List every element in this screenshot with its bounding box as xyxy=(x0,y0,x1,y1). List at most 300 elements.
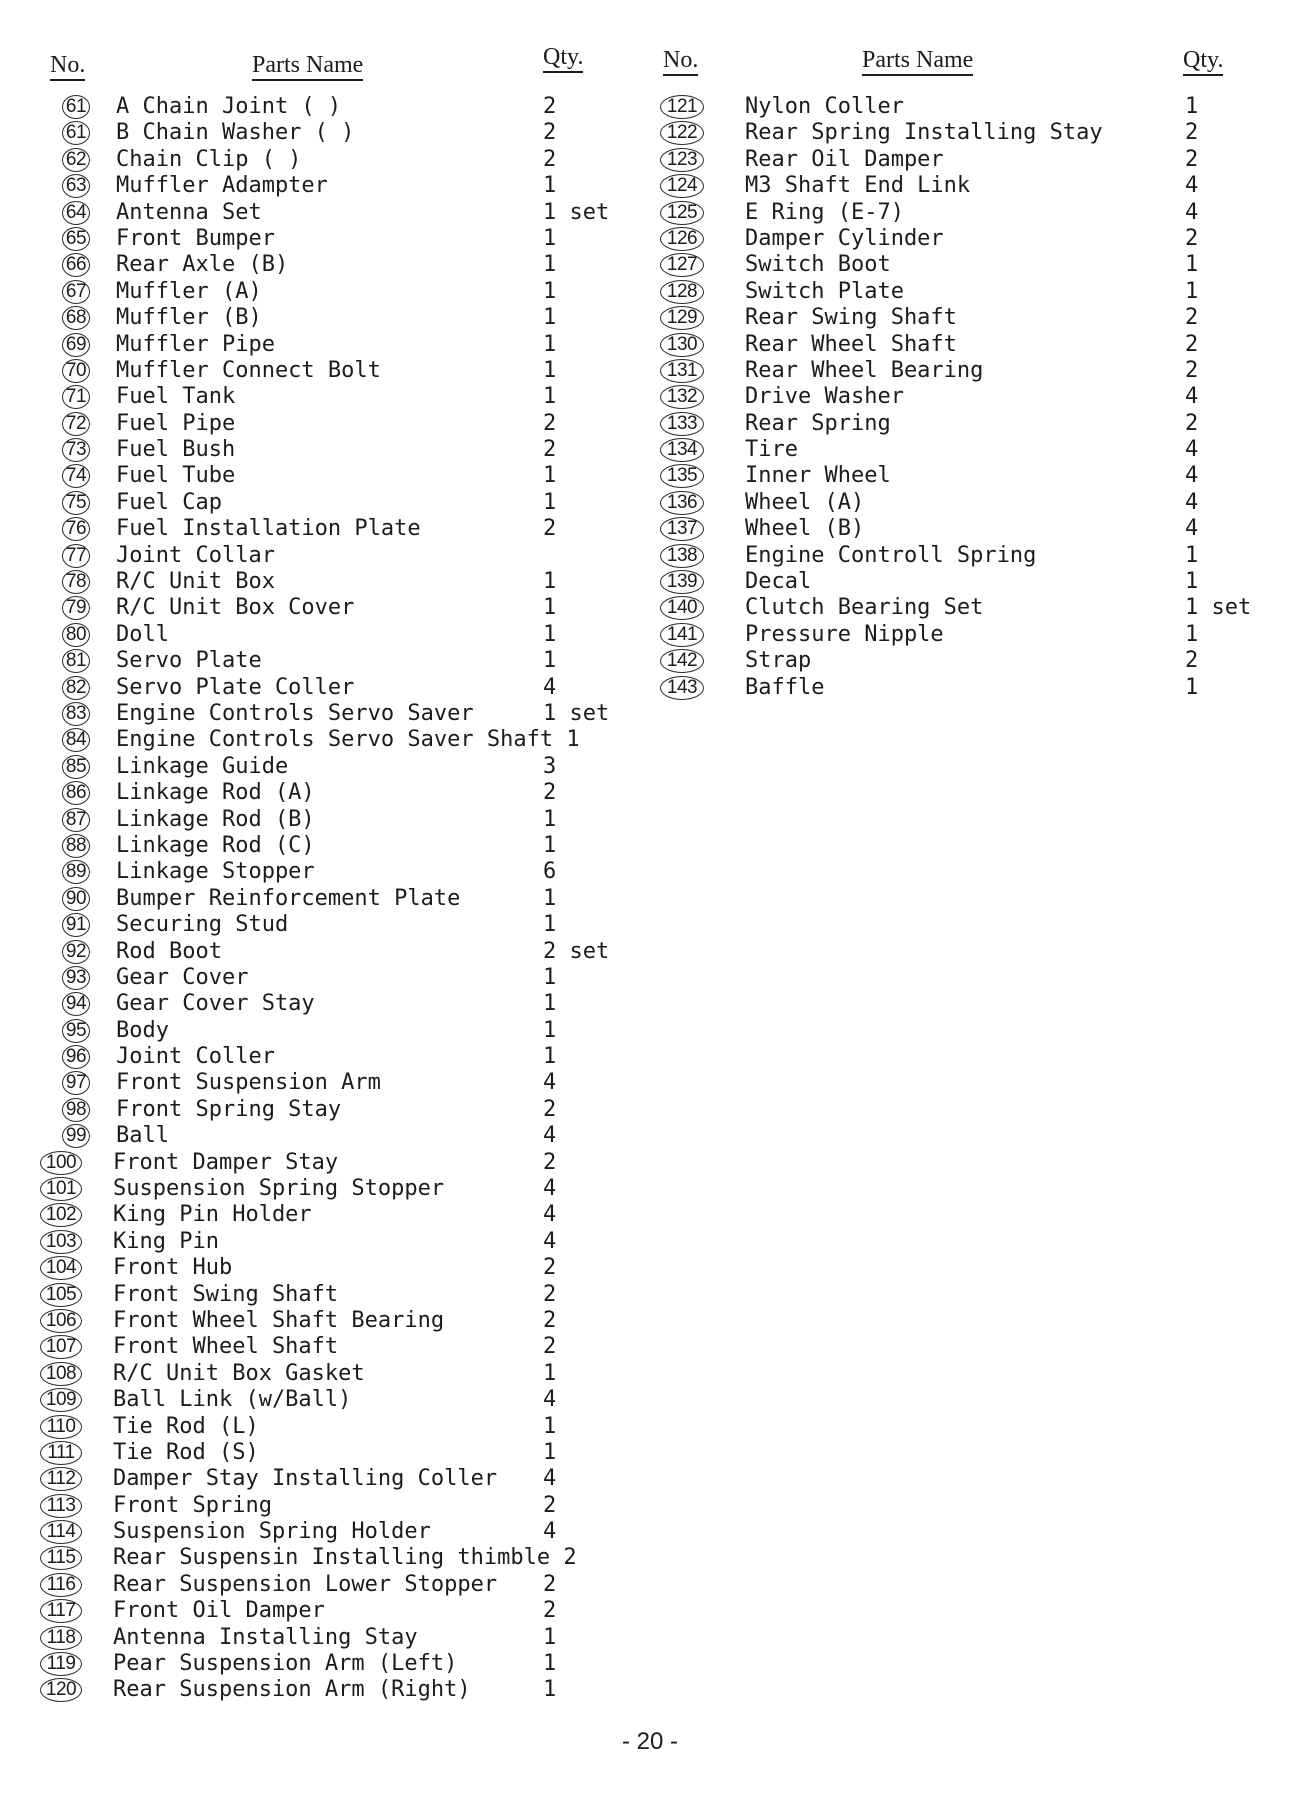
part-qty: 1 xyxy=(543,305,557,331)
part-name: Linkage Guide xyxy=(116,753,289,779)
part-name: Switch Plate xyxy=(745,278,904,304)
part-qty: 2 xyxy=(543,120,557,146)
table-header xyxy=(655,44,1265,94)
part-number-circle: 74 xyxy=(62,464,90,488)
table-row xyxy=(655,279,1265,305)
table-row xyxy=(38,1625,638,1651)
part-qty: 2 xyxy=(1185,648,1199,674)
header-qty: Qty. xyxy=(1183,47,1223,76)
part-name: Damper Cylinder xyxy=(745,225,944,251)
table-row xyxy=(38,1493,638,1519)
part-number-circle: 61 xyxy=(62,95,90,119)
part-number-circle: 116 xyxy=(40,1573,82,1597)
part-number-circle: 112 xyxy=(40,1467,82,1491)
part-name: Doll xyxy=(116,621,169,647)
part-qty: 2 xyxy=(1185,305,1199,331)
table-row xyxy=(38,1097,638,1123)
part-number-circle: 133 xyxy=(660,412,704,436)
table-row xyxy=(38,279,638,305)
part-qty: 1 xyxy=(543,806,557,832)
part-number-circle: 99 xyxy=(62,1124,90,1148)
part-qty: 1 xyxy=(543,1413,557,1439)
part-qty: 2 xyxy=(543,1149,557,1175)
part-name: Linkage Stopper xyxy=(116,859,315,885)
part-qty: 1 xyxy=(1185,569,1199,595)
part-number-circle: 91 xyxy=(62,913,90,937)
part-number-circle: 68 xyxy=(62,306,90,330)
table-row xyxy=(38,1387,638,1413)
part-qty: 4 xyxy=(1185,516,1199,542)
part-number-circle: 83 xyxy=(62,702,90,726)
table-row xyxy=(38,886,638,912)
table-row xyxy=(38,675,638,701)
part-number-circle: 106 xyxy=(40,1309,82,1333)
part-name: M3 Shaft End Link xyxy=(745,173,971,199)
table-row xyxy=(655,411,1265,437)
part-number-circle: 81 xyxy=(62,649,90,673)
table-row xyxy=(38,780,638,806)
page-number: - 20 - xyxy=(621,1728,678,1755)
part-qty: 1 xyxy=(543,1044,557,1070)
part-name: King Pin xyxy=(113,1228,219,1254)
part-name: Rear Suspension Lower Stopper xyxy=(113,1571,498,1597)
part-name: Decal xyxy=(745,569,812,595)
part-number-circle: 86 xyxy=(62,781,90,805)
table-row xyxy=(38,1572,638,1598)
part-number-circle: 125 xyxy=(660,201,704,225)
part-name: Wheel (A) xyxy=(745,489,865,515)
table-row xyxy=(38,1070,638,1096)
part-number-circle: 122 xyxy=(660,121,704,145)
table-row xyxy=(38,1334,638,1360)
part-name: Fuel Cap xyxy=(116,489,222,515)
table-row xyxy=(38,912,638,938)
part-name: Front Spring xyxy=(113,1492,272,1518)
table-row xyxy=(655,675,1265,701)
table-row xyxy=(655,516,1265,542)
table-row xyxy=(38,1255,638,1281)
part-name: Front Spring Stay xyxy=(116,1096,342,1122)
part-name: Pressure Nipple xyxy=(745,621,944,647)
part-name: Bumper Reinforcement Plate xyxy=(116,885,461,911)
part-name: Tire xyxy=(745,437,798,463)
part-name: Rear Axle (B) xyxy=(116,252,289,278)
table-row xyxy=(38,859,638,885)
part-name: Rear Spring Installing Stay xyxy=(745,120,1103,146)
part-name: Suspension Spring Stopper xyxy=(113,1176,445,1202)
part-name: Antenna Set xyxy=(116,199,262,225)
part-number-circle: 77 xyxy=(62,544,90,568)
part-name: Front Suspension Arm xyxy=(116,1070,381,1096)
table-row xyxy=(655,648,1265,674)
part-qty: 4 xyxy=(1185,463,1199,489)
part-qty: 1 xyxy=(543,331,557,357)
table-row xyxy=(38,147,638,173)
part-qty: 4 xyxy=(1185,437,1199,463)
part-name: Muffler Adampter xyxy=(116,173,328,199)
part-name: Engine Controls Servo Saver xyxy=(116,700,474,726)
part-name: Rod Boot xyxy=(116,938,222,964)
part-number-circle: 140 xyxy=(660,596,704,620)
part-name: Pear Suspension Arm (Left) xyxy=(113,1651,458,1677)
part-name: Front Bumper xyxy=(116,225,275,251)
part-number-circle: 79 xyxy=(62,596,90,620)
part-number-circle: 111 xyxy=(40,1441,82,1465)
part-qty: 1 xyxy=(543,569,557,595)
part-name: Front Wheel Shaft xyxy=(113,1334,339,1360)
part-number-circle: 139 xyxy=(660,570,704,594)
table-row xyxy=(38,463,638,489)
table-row xyxy=(655,200,1265,226)
table-row xyxy=(38,622,638,648)
part-number-circle: 132 xyxy=(660,385,704,409)
header-qty: Qty. xyxy=(543,44,583,73)
part-name: Muffler (A) xyxy=(116,278,262,304)
part-name: Linkage Rod (A) xyxy=(116,780,315,806)
part-number-circle: 141 xyxy=(660,623,704,647)
part-number-circle: 89 xyxy=(62,860,90,884)
part-qty: 4 xyxy=(1185,199,1199,225)
parts-list xyxy=(38,94,638,1704)
part-name: Clutch Bearing Set xyxy=(745,595,984,621)
table-row xyxy=(38,1308,638,1334)
part-name: Body xyxy=(116,1017,169,1043)
table-row xyxy=(38,1440,638,1466)
part-number-circle: 134 xyxy=(660,438,704,462)
part-name: Front Oil Damper xyxy=(113,1598,325,1624)
part-number-circle: 109 xyxy=(40,1388,82,1412)
part-qty: 1 xyxy=(543,489,557,515)
part-name: Rear Wheel Bearing xyxy=(745,357,984,383)
part-name: B Chain Washer ( ) xyxy=(116,120,355,146)
part-number-circle: 119 xyxy=(40,1652,82,1676)
part-number-circle: 128 xyxy=(660,280,704,304)
table-row xyxy=(38,1361,638,1387)
part-number-circle: 117 xyxy=(40,1599,82,1623)
part-number-circle: 142 xyxy=(660,649,704,673)
part-name: Baffle xyxy=(745,674,825,700)
table-row xyxy=(38,1229,638,1255)
part-name: Engine Controll Spring xyxy=(745,542,1037,568)
table-row xyxy=(38,305,638,331)
part-name: Linkage Rod (C) xyxy=(116,832,315,858)
part-name: Muffler (B) xyxy=(116,305,262,331)
part-name: Rear Suspension Arm (Right) xyxy=(113,1677,471,1703)
table-row xyxy=(38,437,638,463)
part-qty: 1 xyxy=(543,357,557,383)
part-number-circle: 136 xyxy=(660,491,704,515)
part-qty: 2 xyxy=(543,1096,557,1122)
header-parts-name: Parts Name xyxy=(862,47,973,76)
table-row xyxy=(38,807,638,833)
parts-table-right xyxy=(655,44,1265,701)
part-number-circle: 115 xyxy=(40,1546,82,1570)
part-qty: 1 xyxy=(1185,252,1199,278)
part-name: Front Wheel Shaft Bearing xyxy=(113,1307,445,1333)
part-qty: 4 xyxy=(543,1123,557,1149)
table-row xyxy=(38,1651,638,1677)
table-row xyxy=(38,384,638,410)
part-qty: 1 xyxy=(543,384,557,410)
part-name: Strap xyxy=(745,648,812,674)
part-number-circle: 67 xyxy=(62,280,90,304)
table-row xyxy=(38,1123,638,1149)
part-qty: 1 xyxy=(543,621,557,647)
table-row xyxy=(655,384,1265,410)
table-row xyxy=(38,1018,638,1044)
part-qty: 2 xyxy=(1185,120,1199,146)
part-name: Switch Boot xyxy=(745,252,891,278)
part-name: Nylon Coller xyxy=(745,94,904,119)
part-name: Front Swing Shaft xyxy=(113,1281,339,1307)
part-name: King Pin Holder xyxy=(113,1202,312,1228)
part-qty: 1 xyxy=(543,1017,557,1043)
part-name: E Ring (E-7) xyxy=(745,199,904,225)
part-name: R/C Unit Box Cover xyxy=(116,595,355,621)
part-name: Gear Cover xyxy=(116,964,249,990)
part-name: Chain Clip ( ) xyxy=(116,146,302,172)
part-name: Inner Wheel xyxy=(745,463,891,489)
part-qty: 1 xyxy=(543,885,557,911)
table-row xyxy=(38,1282,638,1308)
part-name: Damper Stay Installing Coller xyxy=(113,1466,498,1492)
table-header xyxy=(38,44,638,94)
part-number-circle: 65 xyxy=(62,227,90,251)
table-row xyxy=(655,120,1265,146)
part-qty: 4 xyxy=(543,674,557,700)
table-row xyxy=(655,543,1265,569)
part-qty: 4 xyxy=(1185,489,1199,515)
part-number-circle: 121 xyxy=(660,95,704,119)
part-name: Fuel Installation Plate xyxy=(116,516,421,542)
part-number-circle: 97 xyxy=(62,1071,90,1095)
table-row xyxy=(655,305,1265,331)
part-number-circle: 101 xyxy=(40,1177,82,1201)
part-qty: 1 xyxy=(1185,674,1199,700)
part-number-circle: 105 xyxy=(40,1283,82,1307)
table-row xyxy=(38,1466,638,1492)
part-number-circle: 85 xyxy=(62,755,90,779)
part-name: Engine Controls Servo Saver Shaft 1 xyxy=(116,727,580,753)
part-number-circle: 124 xyxy=(660,174,704,198)
part-number-circle: 123 xyxy=(660,148,704,172)
part-qty: 4 xyxy=(543,1176,557,1202)
table-row xyxy=(38,1414,638,1440)
part-qty: 4 xyxy=(1185,384,1199,410)
part-qty: 1 xyxy=(543,278,557,304)
part-number-circle: 93 xyxy=(62,966,90,990)
part-name: Securing Stud xyxy=(116,912,289,938)
part-name: Rear Oil Damper xyxy=(745,146,944,172)
table-row xyxy=(38,939,638,965)
part-qty: 1 set xyxy=(543,700,610,726)
table-row xyxy=(38,252,638,278)
part-qty: 1 xyxy=(543,252,557,278)
part-name: Servo Plate Coller xyxy=(116,674,355,700)
parts-list xyxy=(655,94,1265,701)
part-qty: 1 xyxy=(543,463,557,489)
part-qty: 2 xyxy=(543,1598,557,1624)
table-row xyxy=(38,754,638,780)
part-qty: 2 xyxy=(543,1281,557,1307)
part-name: Fuel Tank xyxy=(116,384,236,410)
header-no: No. xyxy=(663,47,698,76)
part-qty: 4 xyxy=(543,1202,557,1228)
part-number-circle: 95 xyxy=(62,1019,90,1043)
part-qty: 2 xyxy=(543,1255,557,1281)
part-qty: 1 set xyxy=(1185,595,1252,621)
table-row xyxy=(38,1150,638,1176)
table-row xyxy=(38,1519,638,1545)
part-number-circle: 90 xyxy=(62,887,90,911)
table-row xyxy=(655,490,1265,516)
part-qty: 1 xyxy=(543,991,557,1017)
part-qty: 4 xyxy=(543,1519,557,1545)
part-number-circle: 104 xyxy=(40,1256,82,1280)
table-row xyxy=(38,965,638,991)
part-qty: 2 xyxy=(543,437,557,463)
part-number-circle: 78 xyxy=(62,570,90,594)
part-name: A Chain Joint ( ) xyxy=(116,94,342,119)
part-number-circle: 76 xyxy=(62,517,90,541)
table-row xyxy=(655,94,1265,120)
table-row xyxy=(38,1202,638,1228)
part-name: Tie Rod (L) xyxy=(113,1413,259,1439)
part-qty: 2 xyxy=(543,410,557,436)
part-number-circle: 96 xyxy=(62,1045,90,1069)
part-qty: 4 xyxy=(543,1228,557,1254)
part-name: Front Hub xyxy=(113,1255,233,1281)
table-row xyxy=(38,1677,638,1703)
table-row xyxy=(655,463,1265,489)
table-row xyxy=(38,120,638,146)
part-qty: 1 xyxy=(1185,542,1199,568)
part-name: Muffler Connect Bolt xyxy=(116,357,381,383)
part-qty: 1 xyxy=(543,912,557,938)
table-row xyxy=(38,991,638,1017)
part-qty: 1 xyxy=(543,1360,557,1386)
part-number-circle: 110 xyxy=(40,1415,82,1439)
table-row xyxy=(38,411,638,437)
table-row xyxy=(655,595,1265,621)
part-number-circle: 64 xyxy=(62,201,90,225)
table-row xyxy=(38,648,638,674)
part-number-circle: 98 xyxy=(62,1098,90,1122)
part-qty: 1 xyxy=(543,1677,557,1703)
part-qty: 1 xyxy=(543,1651,557,1677)
part-number-circle: 82 xyxy=(62,676,90,700)
part-number-circle: 107 xyxy=(40,1335,82,1359)
part-qty: 6 xyxy=(543,859,557,885)
part-qty: 4 xyxy=(543,1387,557,1413)
part-number-circle: 66 xyxy=(62,253,90,277)
table-row xyxy=(38,1176,638,1202)
part-name: Servo Plate xyxy=(116,648,262,674)
part-number-circle: 92 xyxy=(62,940,90,964)
part-number-circle: 118 xyxy=(40,1626,82,1650)
part-number-circle: 70 xyxy=(62,359,90,383)
part-name: Muffler Pipe xyxy=(116,331,275,357)
part-number-circle: 88 xyxy=(62,834,90,858)
table-row xyxy=(38,332,638,358)
part-qty: 1 xyxy=(543,964,557,990)
table-row xyxy=(38,833,638,859)
part-qty: 1 xyxy=(543,648,557,674)
part-qty: 2 xyxy=(543,780,557,806)
part-qty: 1 xyxy=(543,1624,557,1650)
part-number-circle: 127 xyxy=(660,253,704,277)
part-name: Rear Swing Shaft xyxy=(745,305,957,331)
part-number-circle: 75 xyxy=(62,491,90,515)
part-qty: 1 xyxy=(543,225,557,251)
table-row xyxy=(655,147,1265,173)
part-number-circle: 100 xyxy=(40,1151,82,1175)
part-qty: 2 xyxy=(1185,357,1199,383)
part-qty: 2 xyxy=(543,146,557,172)
table-row xyxy=(38,1545,638,1571)
part-name: Ball Link (w/Ball) xyxy=(113,1387,352,1413)
part-number-circle: 103 xyxy=(40,1230,82,1254)
part-name: Fuel Pipe xyxy=(116,410,236,436)
table-row xyxy=(655,252,1265,278)
table-row xyxy=(38,200,638,226)
part-name: Rear Suspensin Installing thimble 2 xyxy=(113,1545,577,1571)
part-qty: 2 xyxy=(1185,225,1199,251)
part-name: Rear Spring xyxy=(745,410,891,436)
table-row xyxy=(655,332,1265,358)
table-row xyxy=(38,595,638,621)
part-qty: 2 xyxy=(543,1571,557,1597)
table-row xyxy=(38,358,638,384)
part-qty: 2 xyxy=(543,1334,557,1360)
table-row xyxy=(655,569,1265,595)
part-qty: 1 set xyxy=(543,199,610,225)
part-name: Fuel Tube xyxy=(116,463,236,489)
header-no: No. xyxy=(50,52,85,81)
part-number-circle: 130 xyxy=(660,333,704,357)
table-row xyxy=(38,569,638,595)
part-qty: 2 xyxy=(543,516,557,542)
table-row xyxy=(38,727,638,753)
part-name: Joint Coller xyxy=(116,1044,275,1070)
part-qty: 1 xyxy=(1185,94,1199,119)
part-number-circle: 84 xyxy=(62,728,90,752)
table-row xyxy=(655,622,1265,648)
part-qty: 1 xyxy=(1185,621,1199,647)
part-name: Antenna Installing Stay xyxy=(113,1624,418,1650)
part-number-circle: 69 xyxy=(62,333,90,357)
part-number-circle: 114 xyxy=(40,1520,82,1544)
part-number-circle: 143 xyxy=(660,676,704,700)
part-number-circle: 137 xyxy=(660,517,704,541)
part-qty: 2 xyxy=(543,1307,557,1333)
part-name: R/C Unit Box Gasket xyxy=(113,1360,365,1386)
part-number-circle: 108 xyxy=(40,1362,82,1386)
table-row xyxy=(38,1598,638,1624)
table-row xyxy=(38,94,638,120)
part-number-circle: 94 xyxy=(62,992,90,1016)
part-name: Front Damper Stay xyxy=(113,1149,339,1175)
table-row xyxy=(38,543,638,569)
part-name: R/C Unit Box xyxy=(116,569,275,595)
table-row xyxy=(38,490,638,516)
part-number-circle: 63 xyxy=(62,174,90,198)
part-qty: 1 xyxy=(543,595,557,621)
part-name: Gear Cover Stay xyxy=(116,991,315,1017)
part-number-circle: 87 xyxy=(62,808,90,832)
part-qty: 1 xyxy=(543,1439,557,1465)
table-row xyxy=(655,437,1265,463)
